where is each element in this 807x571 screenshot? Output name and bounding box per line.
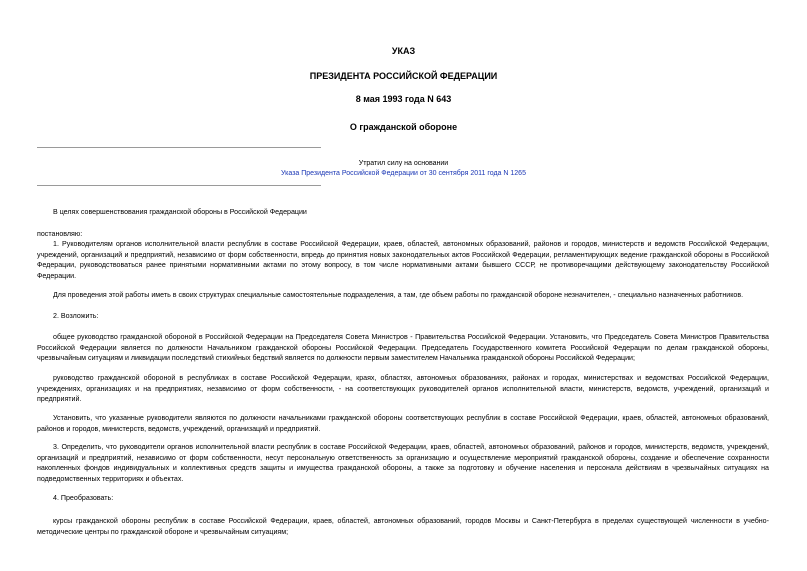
paragraph-item-4-courses: курсы гражданской обороны республик в составе Российской Федерации, краев, областей, автономных образований, городов Москвы и Санкт-Петербурга в пределах существующей численности в учебно-методические центры по гражданской обороне и чрезвычайным ситуациям; xyxy=(37,517,769,536)
paragraph-resolve: постановляю: xyxy=(37,230,83,238)
lost-force-link-row xyxy=(0,170,807,177)
lost-force-note: Утратил силу на основании xyxy=(358,160,449,167)
paragraph-item-2-establish: Установить, что указанные руководители являются по должности начальниками гражданской обороны соответствующих республик в составе Российской Федерации, краев, областей, автономных образований, районов и городов, министерств, ведомств, учреждений, организаций и предприятий. xyxy=(37,414,769,433)
paragraph-preamble: В целях совершенствования гражданской обороны в Российской Федерации xyxy=(53,208,307,216)
divider-bottom xyxy=(37,185,321,186)
paragraph-item-2-regional: руководство гражданской обороной в республиках в составе Российской Федерации, краях, областях, автономных образованиях, районах и городах, министерствах и ведомствах Российской Федерации, учреждениях, организациях и на предприятиях, независимо от форм собственности, - на соответствующих руководителей органов исполнительной власти, министерств, ведомств, учреждений, организаций и предприятий. xyxy=(37,374,769,404)
lost-force-link[interactable]: Указа Президента Российской Федерации от 30 сентября 2011 года N 1265 xyxy=(281,170,526,177)
paragraph-item-2: 2. Возложить: xyxy=(53,312,99,320)
document-type-heading: УКАЗ xyxy=(391,46,416,56)
issuer-heading: ПРЕЗИДЕНТА РОССИЙСКОЙ ФЕДЕРАЦИИ xyxy=(309,71,498,81)
paragraph-item-1: 1. Руководителям органов исполнительной власти республик в составе Российской Федерации, краев, областей, автономных образований, районов и городов, министерств и ведомств Российской Федерации, учреждений, организаций и предприятий, независимо от форм собственности, впредь до принятия новых законодательных актов Российской Федерации, регламентирующих ведение гражданской обороны в Российской Федерации, руководствоваться ранее принятыми нормативными актами по этому вопросу, в том числе нормативными актами бывшего СССР, не противоречащими действующему законодательству Российской Федерации. xyxy=(37,240,769,280)
paragraph-item-3: 3. Определить, что руководители органов исполнительной власти республик в составе Российской Федерации, краев, областей, автономных образований, районов и городов, министерств, ведомств, учреждений, организаций и предприятий, независимо от форм собственности, несут персональную ответственность за организацию и осуществление мероприятий гражданской обороны, создание и обеспечение сохранности накопленных фондов индивидуальных и коллективных средств защиты и имущества гражданской обороны, а также за подготовку и обучение населения и персонала действиям в чрезвычайных ситуациях на подведомственных территориях и объектах. xyxy=(37,443,769,483)
paragraph-item-2-general: общее руководство гражданской обороной в Российской Федерации на Председателя Совета Министров - Правительства Российской Федерации. Установить, что Председатель Совета Министров Правительства Российской Федерации является по должности Начальником гражданской обороны Российской Федерации. Председатель Государственного комитета Российской Федерации по делам гражданской обороны, чрезвычайным ситуациям и ликвидации последствий стихийных бедствий является по должности первым заместителем Начальника гражданской обороны Российской Федерации; xyxy=(37,333,769,363)
document-subject: О гражданской обороне xyxy=(349,122,458,132)
document-date: 8 мая 1993 года N 643 xyxy=(355,94,452,104)
paragraph-item-4: 4. Преобразовать: xyxy=(53,494,114,502)
paragraph-item-1-note: Для проведения этой работы иметь в своих структурах специальные самостоятельные подразделения, а там, где объем работы по гражданской обороне незначителен, - специально назначенных работников. xyxy=(53,291,744,299)
divider-top xyxy=(37,147,321,148)
